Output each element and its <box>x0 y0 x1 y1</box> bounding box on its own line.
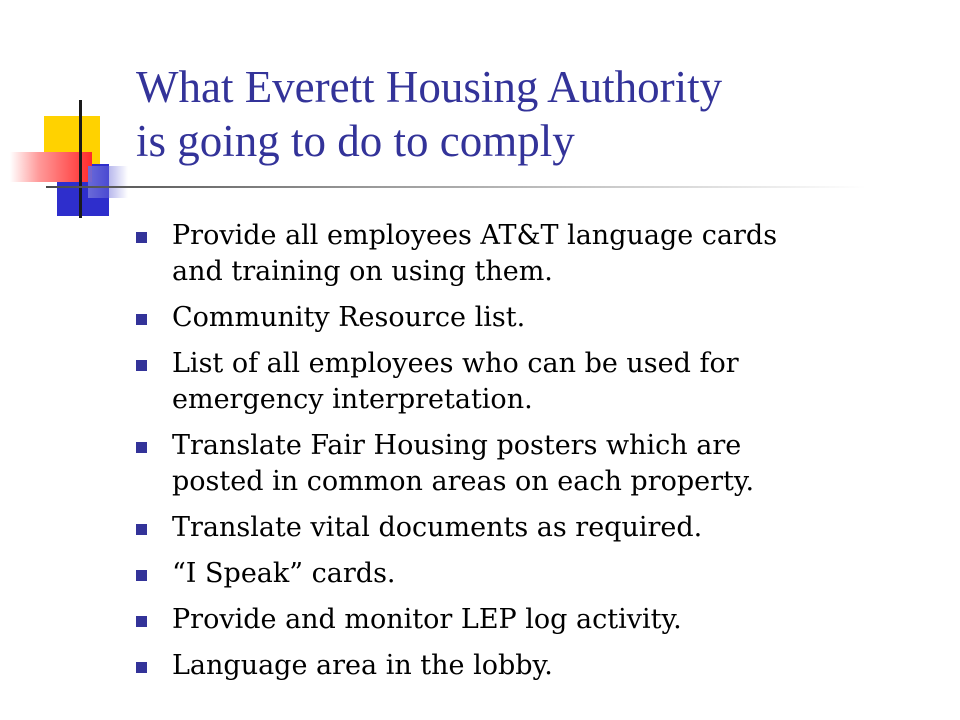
slide-title-line-2: is going to do to comply <box>136 116 575 166</box>
bullet-text: Translate vital documents as required. <box>172 512 703 543</box>
bullet-square-icon <box>136 662 147 673</box>
bullet-item <box>134 556 924 592</box>
bullet-text: emergency interpretation. <box>172 384 533 415</box>
slide-title <box>136 60 936 168</box>
bullet-square-icon <box>136 232 147 243</box>
bullet-text: Provide all employees AT&T language cards <box>172 220 778 251</box>
bullet-text: Language area in the lobby. <box>172 650 553 681</box>
decorative-accent-graphic <box>0 100 130 220</box>
bullet-square-icon <box>136 314 147 325</box>
bullet-square-icon <box>136 616 147 627</box>
bullet-text: Provide and monitor LEP log activity. <box>172 604 682 635</box>
bullet-item <box>134 648 924 684</box>
bullet-square-icon <box>136 360 147 371</box>
bullet-square-icon <box>136 524 147 535</box>
bullet-item <box>134 510 924 546</box>
bullet-list <box>134 218 924 694</box>
bullet-square-icon <box>136 570 147 581</box>
bullet-item <box>134 428 924 500</box>
bullet-item <box>134 346 924 418</box>
title-underline-rule <box>46 186 866 188</box>
bullet-item <box>134 218 924 290</box>
bullet-text: Translate Fair Housing posters which are <box>172 430 742 461</box>
bullet-text: posted in common areas on each property. <box>172 466 755 497</box>
bullet-text: “I Speak” cards. <box>172 558 396 589</box>
bullet-item <box>134 300 924 336</box>
bullet-square-icon <box>136 442 147 453</box>
accent-blue-fade <box>88 166 128 198</box>
bullet-text: List of all employees who can be used for <box>172 348 739 379</box>
bullet-item <box>134 602 924 638</box>
bullet-text: Community Resource list. <box>172 302 526 333</box>
slide-title-line-1: What Everett Housing Authority <box>136 62 723 112</box>
bullet-text: and training on using them. <box>172 256 553 287</box>
accent-vertical-line <box>79 100 82 218</box>
